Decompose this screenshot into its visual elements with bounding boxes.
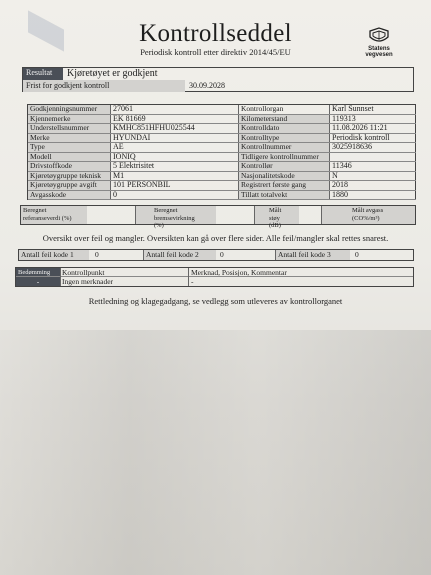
assessment-row-col3: -	[191, 277, 194, 286]
vehicle-field-label: Kontrollorgan	[241, 104, 284, 113]
vehicle-field-label: Tidligere kontrollnummer	[239, 153, 329, 162]
fault-code-2-value: 0	[220, 250, 224, 259]
assessment-header-col3: Merknad, Posisjon, Kommentar	[191, 268, 287, 277]
vehicle-field-label: Kontrolldato	[239, 124, 329, 133]
logo-text: Statens vegvesen	[365, 46, 393, 58]
vehicle-field-label: Kjøretøygruppe avgift	[28, 181, 110, 190]
vehicle-field-value: 5 Elektrisitet	[113, 161, 155, 170]
document-title: Kontrollseddel	[139, 20, 292, 47]
brake-effect-label: Beregnet bremsevirkning (%)	[136, 206, 216, 224]
measurements-row	[20, 205, 416, 229]
vehicle-field-label: Tillatt totalvekt	[239, 191, 329, 200]
overview-text: Oversikt over feil og mangler. Oversikten kan gå over flere sider. Alle feil/mangler skal rettes snarest.	[42, 233, 389, 243]
vehicle-field-value: IONIQ	[113, 151, 136, 161]
vehicle-field-value: 2018	[332, 180, 348, 189]
assessment-row-col2: Ingen merknader	[62, 277, 114, 286]
vehicle-field-value: 3025918636	[332, 142, 372, 151]
vehicle-field-value: 27061	[113, 104, 133, 113]
footer-text: Rettledning og klagegadgang, se vedlegg som utleveres av kontrollorganet	[88, 296, 343, 306]
reference-value-label: Beregnet referanseverdi (%)	[21, 206, 87, 224]
result-block	[22, 67, 414, 92]
vehicle-field-value: HYUNDAI	[113, 132, 151, 142]
vehicle-field-label: Type	[28, 143, 110, 152]
vehicle-field-value: 1880	[332, 189, 348, 199]
vehicle-field-value: EK 81669	[113, 113, 146, 123]
result-value: Kjøretøyet er godkjent	[67, 68, 158, 79]
vehicle-field-label: Drivstoffkode	[28, 162, 110, 171]
vehicle-field-label: Godkjenningsnummer	[28, 105, 110, 114]
document-subtitle: Periodisk kontroll etter direktiv 2014/45/EU	[140, 47, 291, 57]
assessment-header-col1: Bedømming	[16, 268, 60, 277]
deadline-value: 30.09.2028	[189, 81, 225, 90]
result-label: Resultat	[23, 68, 63, 80]
vehicle-field-value: Periodisk kontroll	[332, 132, 390, 142]
vehicle-field-label: Kontrollør	[239, 162, 329, 171]
vehicle-info-table	[27, 104, 416, 200]
fault-code-3-label: Antall feil kode 3	[276, 250, 350, 260]
vehicle-field-value: KMHC851HFHU025544	[113, 123, 195, 132]
assessment-table	[15, 267, 414, 287]
fault-code-3-value: 0	[355, 250, 359, 259]
vehicle-field-label: Avgasskode	[28, 191, 110, 200]
agency-logo	[354, 27, 404, 58]
fault-count-row	[18, 249, 414, 261]
vehicle-field-value: M1	[113, 170, 125, 180]
vehicle-field-value: 11.08.2026 11:21	[332, 123, 388, 132]
vehicle-field-label: Understellsnummer	[28, 124, 110, 133]
vehicle-field-value: N	[332, 170, 338, 180]
vehicle-field-value: Karl Sunnset	[332, 104, 374, 113]
deadline-label: Frist for godkjent kontroll	[23, 80, 185, 92]
vehicle-field-label: Kilometerstand	[239, 115, 329, 124]
crest-icon	[368, 27, 390, 45]
fault-code-2-label: Antall feil kode 2	[144, 250, 216, 260]
vehicle-field-label: Kjøretøygruppe teknisk	[28, 172, 110, 181]
vehicle-field-label: Merke	[28, 134, 110, 143]
vehicle-field-value: 101 PERSONBIL	[113, 180, 171, 189]
vehicle-field-value: 119313	[332, 113, 356, 123]
assessment-header-col2: Kontrollpunkt	[62, 268, 105, 277]
assessment-row-col1: -	[16, 277, 60, 286]
fault-code-1-value: 0	[95, 250, 99, 259]
exhaust-label: Målt avgass (CO%/m³)	[322, 206, 415, 224]
reference-value-field	[87, 206, 135, 224]
vehicle-field-label: Kontrollnummer	[239, 143, 329, 152]
vehicle-field-label: Kjennemerke	[28, 115, 110, 124]
fault-code-1-label: Antall feil kode 1	[19, 250, 89, 260]
vehicle-field-label: Nasjonalitetskode	[239, 172, 329, 181]
vehicle-field-label: Kontrolltype	[239, 134, 329, 143]
vehicle-field-label: Registrert første gang	[239, 181, 329, 190]
vehicle-field-value: 11346	[332, 161, 352, 170]
vehicle-field-value: 0	[113, 189, 117, 199]
vehicle-field-label: Modell	[28, 153, 110, 162]
noise-label: Målt støy (dB)	[255, 206, 299, 224]
vehicle-field-value: AE	[113, 142, 124, 151]
